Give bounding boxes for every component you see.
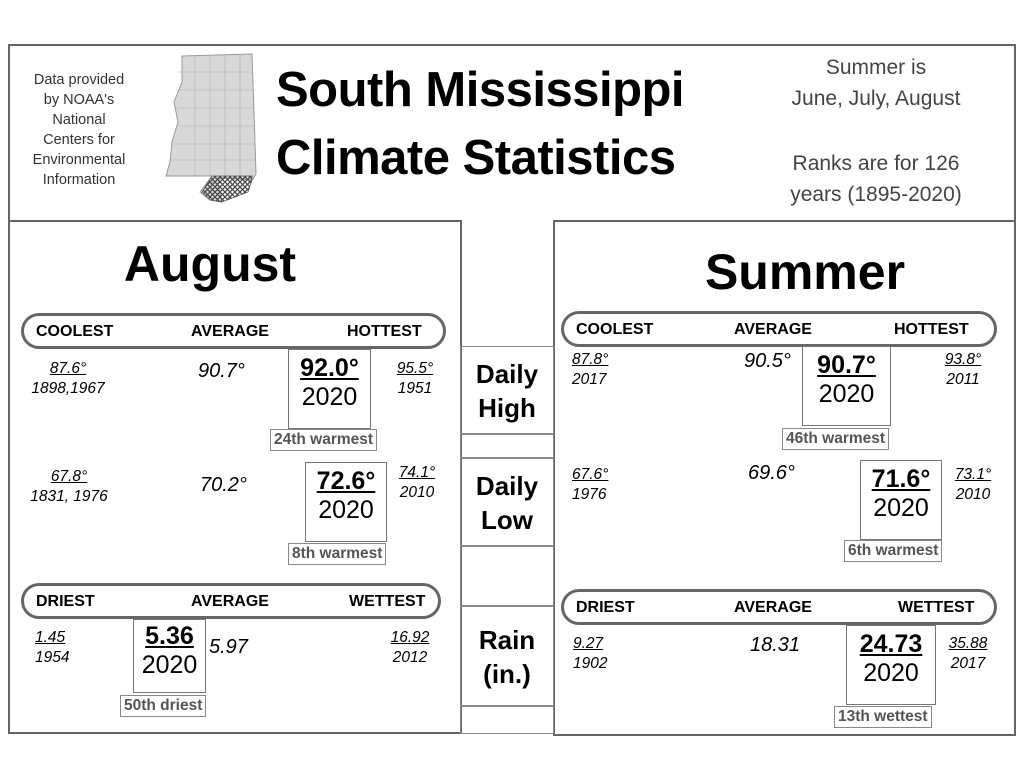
sum-high-hottest: 93.8° 2011 bbox=[944, 351, 982, 388]
rain-label: Rain (in.) bbox=[460, 606, 554, 706]
aug-high-hottest: 95.5° 1951 bbox=[396, 360, 434, 397]
row-spacer bbox=[460, 706, 554, 734]
sum-high-coolest: 87.8° 2017 bbox=[572, 351, 609, 388]
sum-low-coolest: 67.6° 1976 bbox=[572, 466, 609, 503]
aug-high-2020-box: 92.0° 2020 bbox=[288, 349, 371, 429]
aug-rain-rank: 50th driest bbox=[120, 695, 206, 717]
aug-low-average: 70.2° bbox=[200, 474, 247, 496]
aug-high-coolest: 87.6° 1898,1967 bbox=[31, 360, 105, 397]
row-spacer bbox=[460, 434, 554, 458]
sum-high-2020-box: 90.7° 2020 bbox=[802, 346, 891, 426]
aug-rain-wettest: 16.92 2012 bbox=[390, 629, 430, 666]
summer-title: Summer bbox=[704, 244, 906, 300]
aug-high-rank: 24th warmest bbox=[270, 429, 377, 451]
source-note: Data provided by NOAA's National Centers for Environmental Information bbox=[32, 72, 126, 188]
sum-rain-driest: 9.27 1902 bbox=[573, 635, 608, 672]
sum-rain-average: 18.31 bbox=[750, 634, 801, 656]
august-temp-header: COOLEST AVERAGE HOTTEST bbox=[21, 313, 446, 349]
sum-high-rank: 46th warmest bbox=[782, 428, 889, 450]
sum-rain-rank: 13th wettest bbox=[834, 706, 932, 728]
aug-low-hottest: 74.1° 2010 bbox=[398, 464, 436, 501]
aug-rain-2020-box: 5.36 2020 bbox=[133, 619, 206, 693]
row-spacer bbox=[460, 546, 554, 606]
sum-low-hottest: 73.1° 2010 bbox=[954, 466, 992, 503]
summer-rain-header: DRIEST AVERAGE WETTEST bbox=[561, 589, 997, 625]
aug-low-2020-box: 72.6° 2020 bbox=[305, 462, 387, 542]
summer-temp-header: COOLEST AVERAGE HOTTEST bbox=[561, 311, 997, 347]
august-title: August bbox=[123, 236, 297, 292]
sum-rain-wettest: 35.88 2017 bbox=[948, 635, 988, 672]
sum-high-average: 90.5° bbox=[744, 350, 791, 372]
daily-low-label: Daily Low bbox=[460, 458, 554, 546]
sum-low-average: 69.6° bbox=[748, 462, 795, 484]
aug-rain-driest: 1.45 1954 bbox=[35, 629, 70, 666]
mississippi-map-icon bbox=[160, 52, 265, 204]
season-note: Summer is June, July, August Ranks are for 126 years (1895-2020) bbox=[790, 56, 962, 206]
sum-low-rank: 6th warmest bbox=[844, 540, 942, 562]
aug-low-rank: 8th warmest bbox=[288, 543, 386, 565]
sum-low-2020-box: 71.6° 2020 bbox=[860, 460, 942, 540]
aug-low-coolest: 67.8° 1831, 1976 bbox=[30, 468, 108, 505]
daily-high-label: Daily High bbox=[460, 346, 554, 434]
sum-rain-2020-box: 24.73 2020 bbox=[846, 625, 936, 705]
aug-high-average: 90.7° bbox=[198, 360, 245, 382]
page-title: South Mississippi Climate Statistics bbox=[276, 63, 685, 185]
august-rain-header: DRIEST AVERAGE WETTEST bbox=[21, 583, 441, 619]
aug-rain-average: 5.97 bbox=[209, 636, 248, 658]
